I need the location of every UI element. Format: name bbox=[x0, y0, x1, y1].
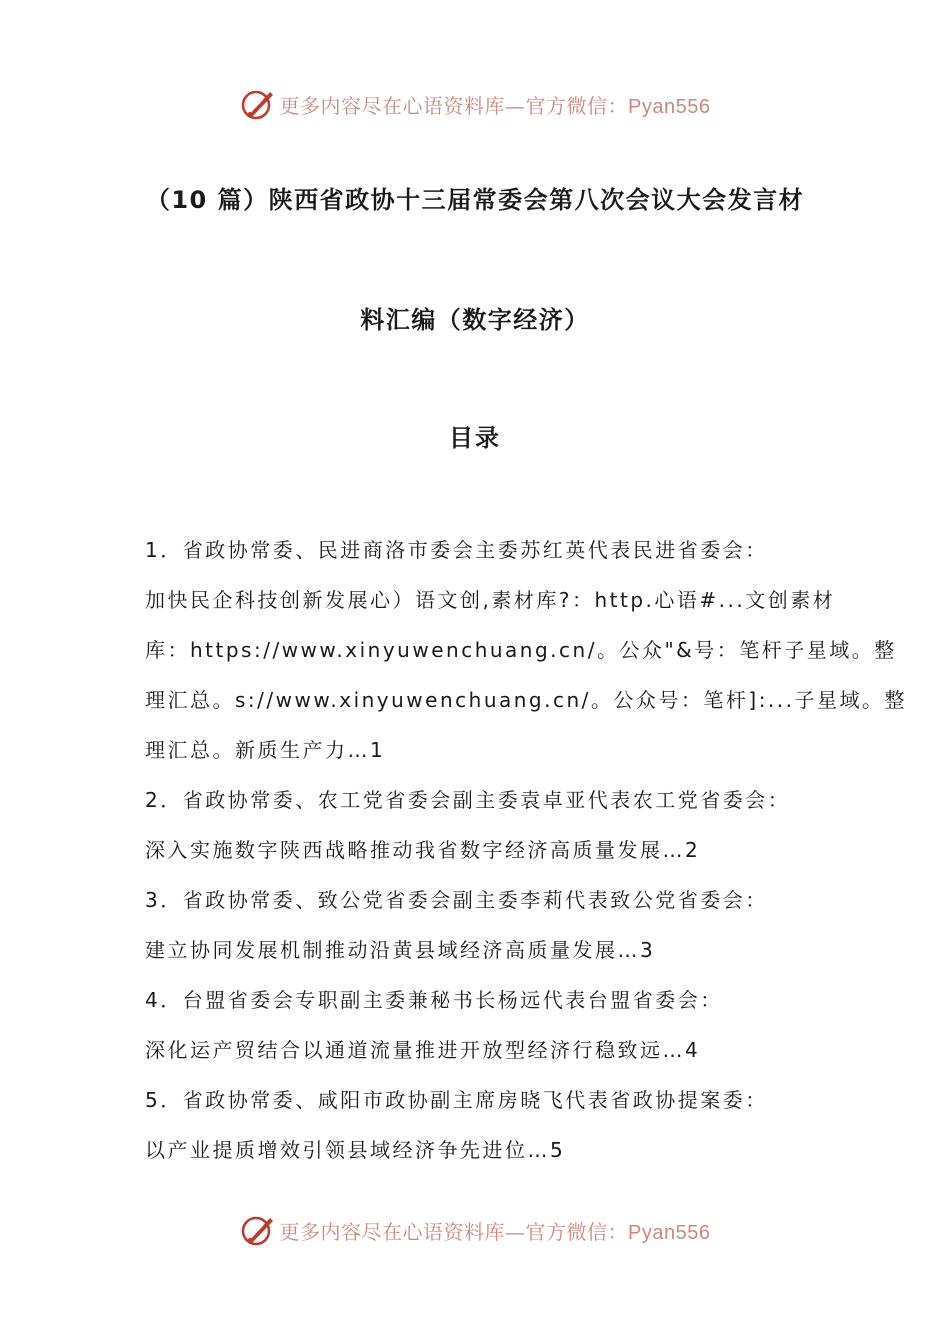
toc-line: 库：https://www.xinyuwenchuang.cn/。公众"&号：笔杆子星域。整 bbox=[145, 638, 897, 662]
header-watermark-banner bbox=[0, 84, 950, 124]
toc-line: 加快民企科技创新发展心）语文创,素材库?：http.心语#...文创素材 bbox=[145, 588, 836, 612]
toc-line: 理汇总。s://www.xinyuwenchuang.cn/。公众号：笔杆]:...子星域。整 bbox=[145, 688, 908, 712]
wechat-id: Pyan556 bbox=[628, 95, 711, 118]
toc-line: 理汇总。新质生产力…1 bbox=[145, 738, 386, 762]
toc-line: 5．省政协常委、咸阳市政协副主席房晓飞代表省政协提案委： bbox=[145, 1088, 768, 1112]
toc-line: 3．省政协常委、致公党省委会副主委李莉代表致公党省委会： bbox=[145, 888, 768, 912]
quill-logo-icon bbox=[240, 86, 276, 122]
toc-line: 建立协同发展机制推动沿黄县域经济高质量发展…3 bbox=[145, 938, 656, 962]
toc-line: 1．省政协常委、民进商洛市委会主委苏红英代表民进省委会： bbox=[145, 538, 768, 562]
toc-heading: 目录 bbox=[449, 424, 501, 452]
wechat-id: Pyan556 bbox=[628, 1221, 711, 1244]
toc-line: 深入实施数字陕西战略推动我省数字经济高质量发展…2 bbox=[145, 838, 701, 862]
document-title-line-2: 料汇编（数字经济） bbox=[360, 306, 590, 334]
watermark-text: 更多内容尽在心语资料库—官方微信：Pyan556 bbox=[279, 1219, 711, 1244]
footer-watermark-banner bbox=[0, 1210, 950, 1250]
quill-logo-icon bbox=[240, 1212, 276, 1248]
document-title-line-1: （10 篇）陕西省政协十三届常委会第八次会议大会发言材 bbox=[145, 186, 805, 214]
table-of-contents bbox=[145, 535, 908, 1185]
toc-line: 2．省政协常委、农工党省委会副主委袁卓亚代表农工党省委会： bbox=[145, 788, 791, 812]
toc-line: 深化运产贸结合以通道流量推进开放型经济行稳致远…4 bbox=[145, 1038, 701, 1062]
watermark-text: 更多内容尽在心语资料库—官方微信：Pyan556 bbox=[279, 93, 711, 118]
toc-line: 4．台盟省委会专职副主委兼秘书长杨远代表台盟省委会： bbox=[145, 988, 723, 1012]
toc-line: 以产业提质增效引领县域经济争先进位…5 bbox=[145, 1138, 566, 1162]
